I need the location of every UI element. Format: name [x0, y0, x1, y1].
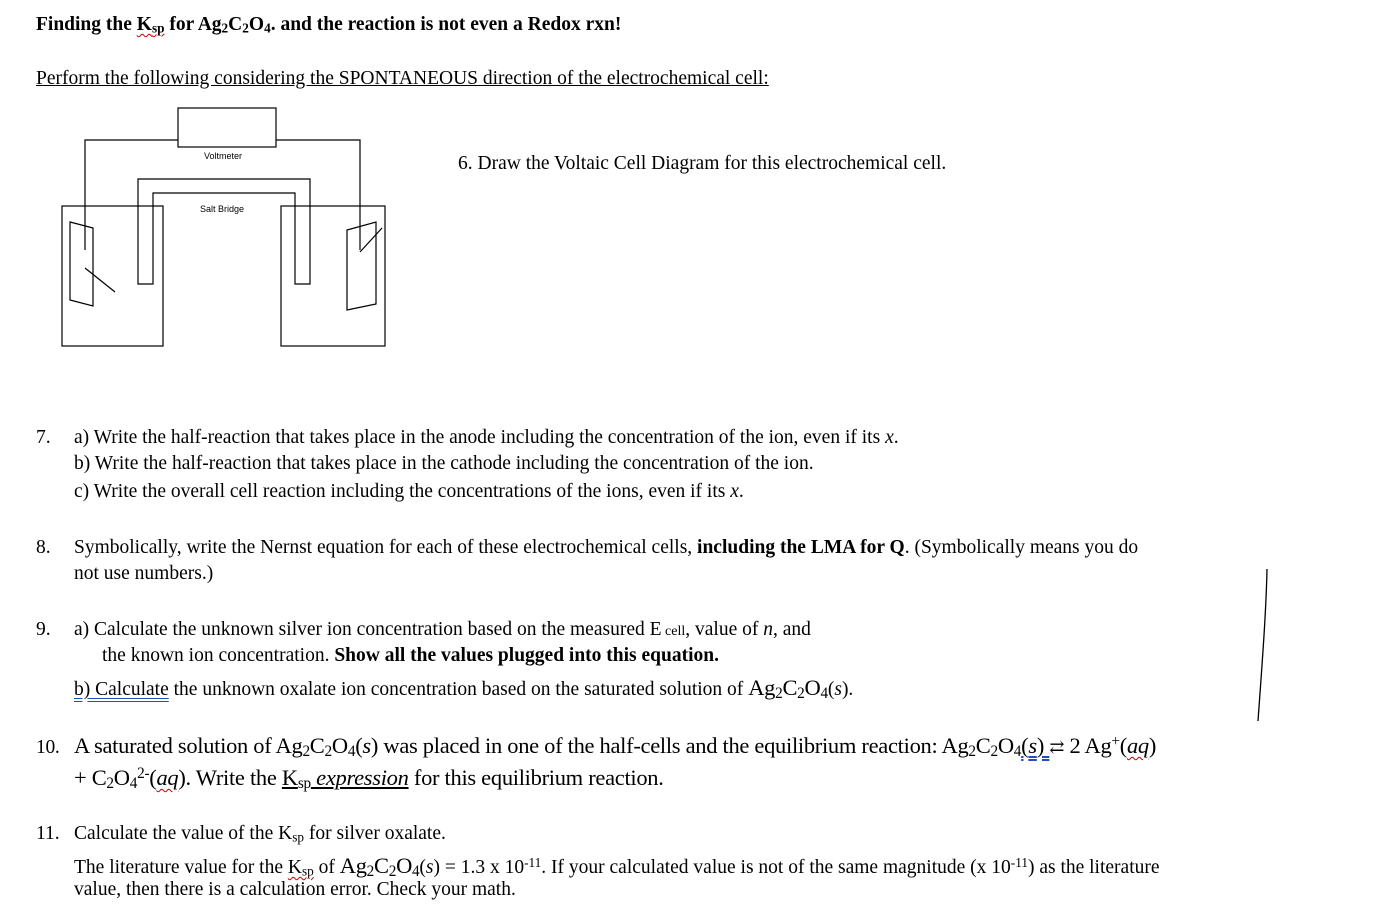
question-11-line1: 11. Calculate the value of the Ksp for silver oxalate.	[36, 823, 446, 845]
left-electrode	[70, 222, 93, 306]
page-title: Finding the Ksp for Ag2C2O4. and the reaction is not even a Redox rxn!	[36, 14, 622, 36]
question-11-line2: The literature value for the Ksp of Ag2C2O4(s) = 1.3 x $10^{-11}$. If your calculated value is not of the same magnitude (x $10^{-11}$) as the literature	[74, 853, 1160, 880]
question-10-line2: + $C2O4^{2-}(aq)$. Write the Ksp expression for this equilibrium reaction.	[74, 765, 664, 792]
instruction-line: Perform the following considering the SPONTANEOUS direction of the electrochemical cell:	[36, 68, 769, 89]
left-electrode-lead	[85, 268, 115, 292]
question-10-line1: 10. A saturated solution of Ag2C2O4(s) was placed in one of the half-cells and the equilibrium reaction: Ag2C2O4(s) ⇄ 2 Ag+(aq)	[36, 733, 1157, 760]
question-7c: c) Write the overall cell reaction including the concentrations of the ions, even if its x.	[74, 481, 744, 502]
question-9a-line2: the known ion concentration. Show all the values plugged into this equation.	[102, 645, 719, 666]
question-9a-line1: 9. a) Calculate the unknown silver ion concentration based on the measured E cell, value of n, and	[36, 619, 811, 640]
salt-bridge	[138, 179, 310, 284]
right-electrode	[347, 222, 376, 310]
margin-line	[1250, 565, 1274, 725]
voltmeter-label: Voltmeter	[204, 151, 243, 161]
question-7b: b) Write the half-reaction that takes place in the cathode including the concentration of the ion.	[74, 453, 814, 474]
voltmeter-box	[178, 108, 276, 147]
ksp-symbol: Ksp	[136, 14, 165, 36]
salt-bridge-label: Salt Bridge	[200, 204, 245, 214]
question-8-line1: 8. Symbolically, write the Nernst equation for each of these electrochemical cells, including the LMA for Q. (Symbolically means you do	[36, 537, 1139, 558]
left-beaker	[62, 206, 163, 346]
question-9b: b) Calculate the unknown oxalate ion concentration based on the saturated solution of Ag2C2O4(s).	[74, 675, 854, 702]
left-wire	[85, 140, 178, 250]
question-11-line3: value, then there is a calculation error. Check your math.	[74, 879, 516, 900]
voltaic-cell-diagram	[55, 100, 395, 355]
right-electrode-lead	[360, 228, 382, 252]
question-7a: 7. a) Write the half-reaction that takes place in the anode including the concentration of the ion, even if its x.	[36, 427, 899, 448]
question-6: 6. Draw the Voltaic Cell Diagram for this electrochemical cell.	[458, 153, 947, 174]
question-8-line2: not use numbers.)	[74, 563, 214, 584]
right-beaker	[281, 206, 385, 346]
